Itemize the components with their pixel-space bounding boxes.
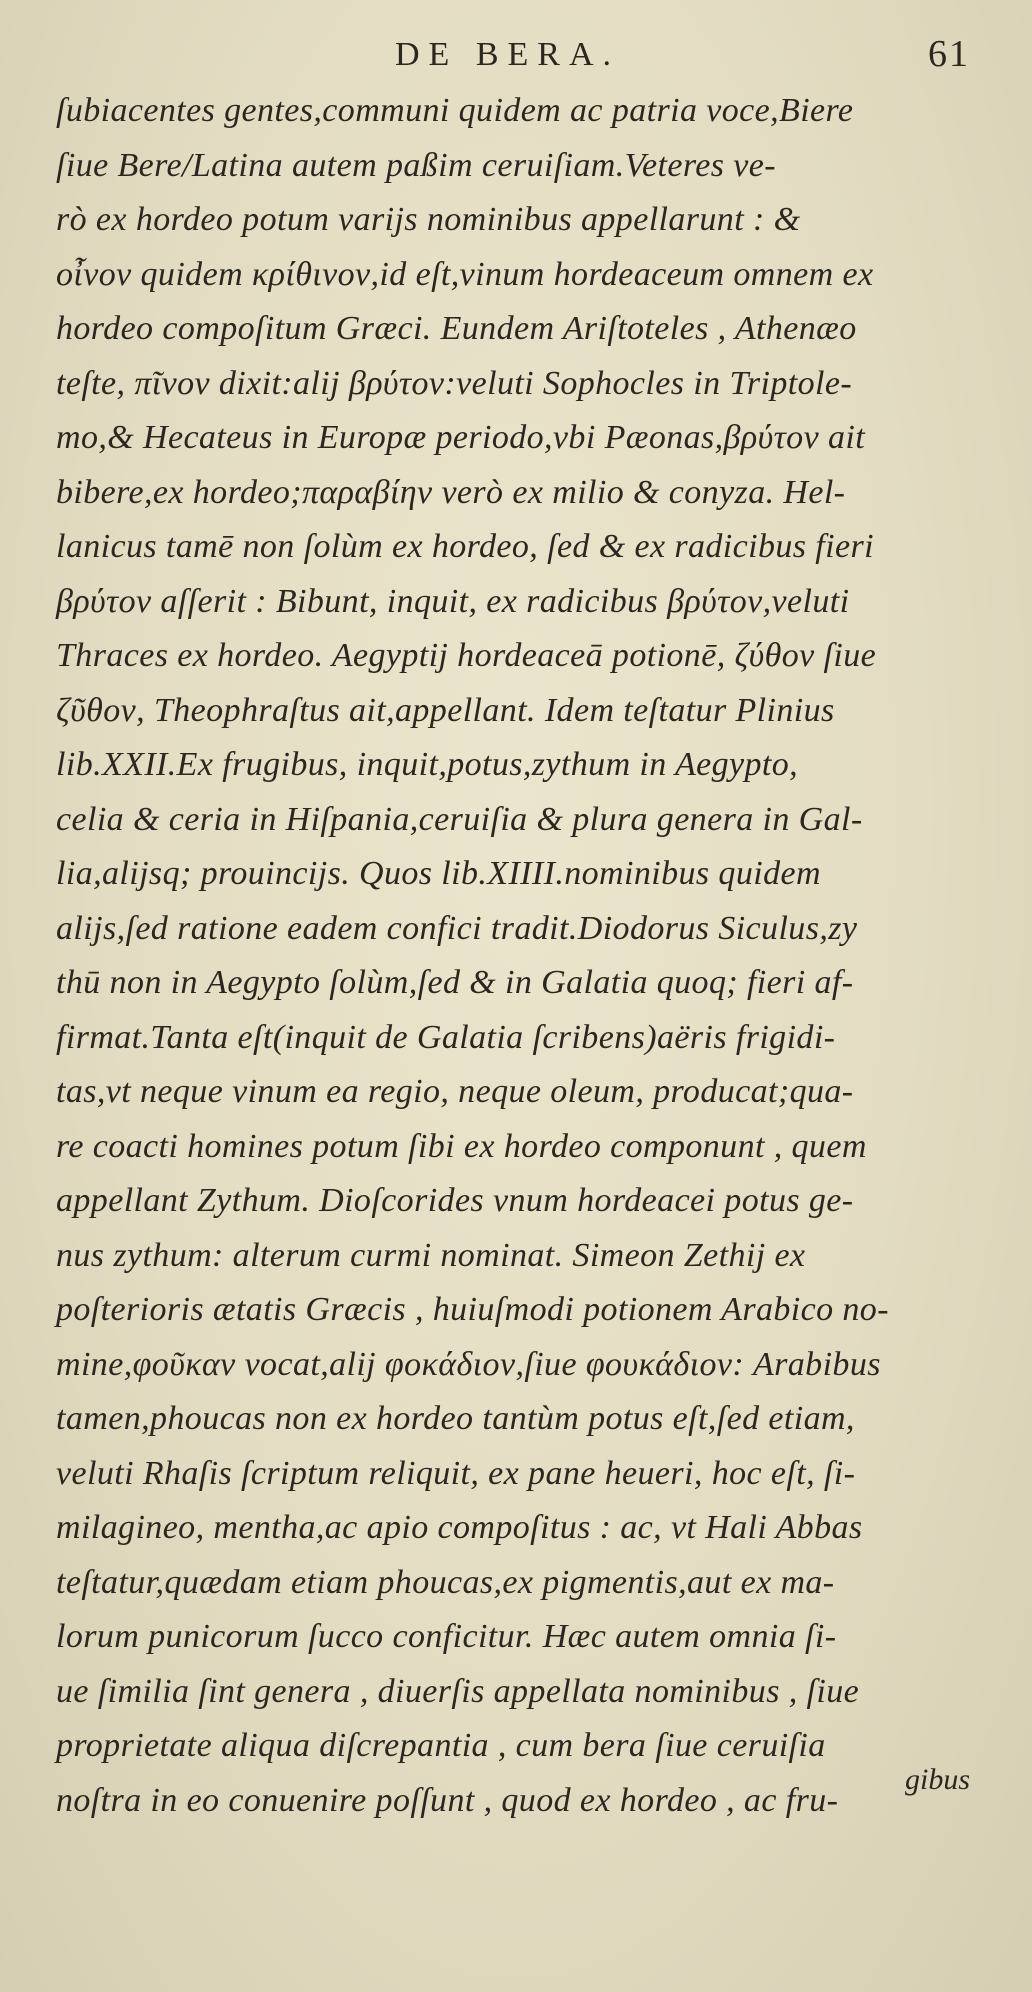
text-line: appellant Zythum. Dioſcorides vnum hordeacei potus ge- [56,1182,854,1219]
text-line: tas,vt neque vinum ea regio, neque oleum, producat;qua- [56,1073,854,1110]
text-line: teſte, πῖνον dixit:alij βρύτον:veluti Sophocles in Triptole- [56,364,853,402]
text-line: noſtra in eo conuenire poſſunt , quod ex hordeo , ac fru- [56,1781,839,1819]
text-line: nus zythum: alterum curmi nominat. Simeon Zethij ex [56,1236,806,1274]
text-line: firmat.Tanta eſt(inquit de Galatia ſcribens)aëris frigidi- [56,1018,836,1056]
text-line: celia & ceria in Hiſpania,ceruiſia & plura genera in Gal- [56,800,863,838]
text-line: lia,alijsq; prouincijs. Quos lib.XIIII.nominibus quidem [56,855,821,892]
text-line: lib.XXII.Ex frugibus, inquit,potus,zythum in Aegypto, [56,746,799,783]
text-line: Thraces ex hordeo. Aegyptij hordeaceā potionē, ζύθον ſiue [56,637,877,674]
text-line: alijs,ſed ratione eadem confici tradit.Diodorus Siculus,zy [56,909,858,947]
text-line: mo,& Hecateus in Europæ periodo,vbi Pæonas,βρύτον ait [56,419,866,456]
text-line: οἶνον quidem κρίθινον,id eſt,vinum hordeaceum omnem ex [56,255,874,293]
text-line: tamen,phoucas non ex hordeo tantùm potus eſt,ſed etiam, [56,1400,855,1437]
catchword: gibus [904,1763,970,1796]
text-line: bibere,ex hordeo;παραβίην verò ex milio & conyza. Hel- [56,473,846,511]
text-line: βρύτον aſſerit : Bibunt, inquit, ex radicibus βρύτον,veluti [56,582,850,620]
page-number: 61 [928,33,970,75]
text-line: ζῦθον, Theophraſtus ait,appellant. Idem teſtatur Plinius [56,691,835,729]
running-head [60,32,970,80]
text-line: re coacti homines potum ſibi ex hordeo componunt , quem [56,1127,867,1165]
text-line: thū non in Aegypto ſolùm,ſed & in Galatia quoq; fieri af- [56,964,854,1001]
text-line: lanicus tamē non ſolùm ex hordeo, ſed & ex radicibus fieri [56,528,874,565]
body-text [56,84,986,1828]
running-title: DE BERA. [395,36,620,73]
text-line: lorum punicorum ſucco conficitur. Hæc autem omnia ſi- [56,1618,837,1655]
text-line: ſubiacentes gentes,communi quidem ac patria voce,Biere [56,92,854,129]
text-line: hordeo compoſitum Græci. Eundem Ariſtoteles , Athenæo [56,310,857,347]
text-line: teſtatur,quædam etiam phoucas,ex pigmentis,aut ex ma- [56,1563,835,1601]
text-line: rò ex hordeo potum varijs nominibus appellarunt : & [56,201,801,238]
text-line: veluti Rhaſis ſcriptum reliquit, ex pane heueri, hoc eſt, ſi- [56,1454,856,1492]
text-line: proprietate aliqua diſcrepantia , cum bera ſiue ceruiſia [56,1727,826,1764]
text-line: mine,φοῦκαν vocat,alij φοκάδιον,ſiue φουκάδιον: Arabibus [56,1345,881,1383]
text-line: milagineo, mentha,ac apio compoſitus : ac, vt Hali Abbas [56,1509,863,1546]
text-line: poſterioris ætatis Græcis , huiuſmodi potionem Arabico no- [56,1291,889,1328]
text-line: ſiue Bere/Latina autem paßim ceruiſiam.Veteres ve- [56,146,776,184]
text-line: ue ſimilia ſint genera , diuerſis appellata nominibus , ſiue [56,1672,860,1710]
